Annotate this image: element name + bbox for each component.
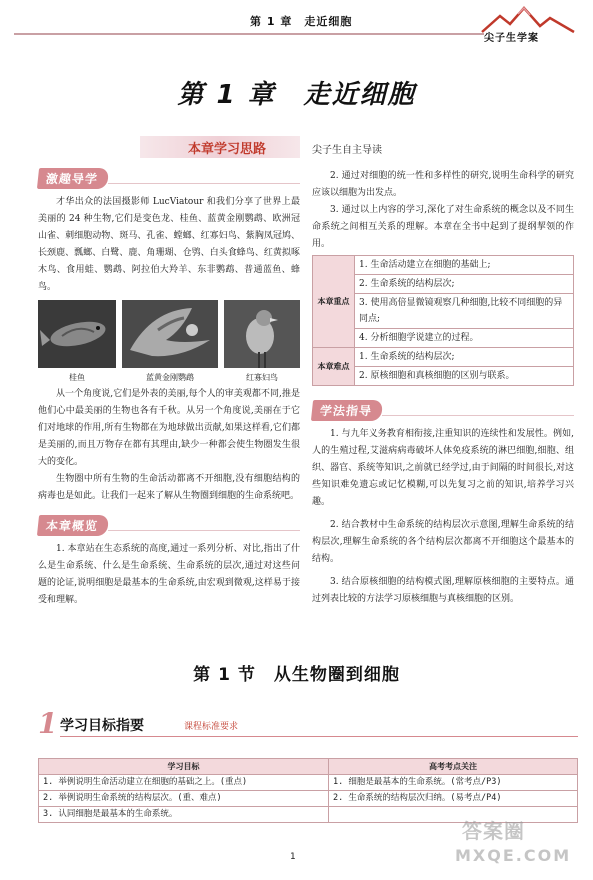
photo-caption-2: 蓝黄金刚鹦鹉 — [146, 373, 194, 382]
overview-tag: 本章概览 — [37, 515, 109, 536]
left-column — [38, 168, 300, 609]
right-column — [312, 168, 574, 608]
method-section — [312, 400, 574, 608]
key-point-4: 4. 分析细胞学说建立的过程。 — [355, 329, 574, 348]
key-points-label: 本章重点 — [313, 256, 355, 348]
goals-header-right: 高考考点关注 — [329, 759, 578, 775]
photo-caption-3: 红寡妇鸟 — [246, 373, 278, 382]
difficulty-2: 2. 原核细胞和真核细胞的区别与联系。 — [355, 367, 574, 386]
intro-paragraph-3: 生物圈中所有生物的生命活动都离不开细胞,没有细胞结构的病毒也是如此。让我们一起来了解从生物圈到细胞的生命系统吧。 — [38, 474, 300, 501]
roadmap-subtitle: 尖子生自主导读 — [312, 145, 382, 156]
method-tag: 学法指导 — [311, 400, 383, 421]
watermark-url: MXQE.COM — [455, 846, 572, 865]
macaw-photo — [122, 300, 218, 368]
goal-cell: 2. 举例说明生命系统的结构层次。(重、难点) — [39, 791, 329, 807]
exam-point-cell — [329, 807, 578, 823]
method-paragraph-2: 2. 结合教材中生命系统的结构层次示意图,理解生命系统的结构层次,理解生命系统的各个结构层次都离不开细胞这个最基本的结构。 — [312, 520, 574, 564]
page-number: 1 — [290, 852, 296, 862]
photo-strip — [38, 300, 300, 386]
photo-caption-1: 桂鱼 — [69, 373, 85, 382]
method-divider — [382, 415, 574, 416]
goal-cell: 1. 举例说明生命活动建立在细胞的基础之上。(重点) — [39, 775, 329, 791]
difficulties-label: 本章难点 — [313, 348, 355, 386]
goals-title: 学习目标指要 — [60, 718, 144, 734]
key-point-2: 2. 生命系统的结构层次; — [355, 275, 574, 294]
overview-paragraph-2: 2. 通过对细胞的统一性和多样性的研究,说明生命科学的研究应该以细胞为出发点。 — [312, 171, 574, 198]
overview-divider — [108, 530, 300, 531]
overview-section — [38, 515, 300, 609]
table-row — [39, 791, 578, 807]
intro-paragraph-1: 才华出众的法国摄影师 LucViatour 和我们分享了世界上最美丽的 24 种生物,它们是变色龙、桂鱼、蓝黄金刚鹦鹉、欧洲冠山雀、刺细胞动物、斑马、孔雀、螳螂、红寡妇鸟、紫胸凤冠鸠、长颈鹿、瓢螂、白鹭、鹿、角珊瑚、仓鸮、白头食蜂鸟、红黄拟啄木鸟、食用蛙、鹦鹉、阿拉伯大羚羊、东非鹦鹉、普通蓝鱼、蜂鸟。 — [38, 197, 300, 292]
intro-section — [38, 168, 300, 505]
method-paragraph-1: 1. 与九年义务教育相衔接,注重知识的连续性和发展性。例如,人的生殖过程,艾滋病病毒破坏人体免疫系统的淋巴细胞,细胞、组织、器官、系统等知识,之前就已经学过,由于间隔的时间很长,对这些知识难免遗忘或记忆模糊,可以先复习之前的知识,培养学习兴趣。 — [312, 429, 574, 507]
roadmap-banner — [140, 136, 470, 158]
overview-paragraph-3: 3. 通过以上内容的学习,深化了对生命系统的概念以及不同生命系统之间相互关系的理解。本章在全书中起到了提纲挈领的作用。 — [312, 205, 574, 249]
section-title: 第 1 节 从生物圈到细胞 — [193, 665, 400, 685]
key-point-1: 1. 生命活动建立在细胞的基础上; — [355, 256, 574, 275]
red-bishop-photo — [224, 300, 300, 368]
roadmap-title: 本章学习思路 — [188, 142, 267, 157]
intro-divider — [108, 183, 300, 184]
mandarin-fish-photo — [38, 300, 116, 368]
page-header — [0, 0, 593, 50]
goals-table — [38, 758, 578, 823]
intro-tag: 激趣导学 — [37, 168, 109, 189]
chapter-title: 第 1 章 走近细胞 — [177, 80, 416, 110]
key-point-3: 3. 使用高倍显微镜观察几种细胞,比较不同细胞的异同点; — [355, 294, 574, 329]
goals-subtitle: 课程标准要求 — [184, 722, 239, 732]
brand-name: 尖子生学案 — [484, 33, 539, 44]
running-title: 第 1 章 走近细胞 — [250, 15, 353, 28]
intro-paragraph-2: 从一个角度说,它们是外表的美丽,每个人的审美观都不同,推是他们心中最美丽的生物也各有千秋。从另一个角度说,美丽在于它们对地球的作用,所有生物都在为地球做出贡献,如果这样看,它们都是美丽的,而且万物存在都有其理由,缺少一种都会使生物圈发生很大的变化。 — [38, 389, 300, 467]
goal-cell: 3. 认同细胞是最基本的生命系统。 — [39, 807, 329, 823]
goals-number: 1 — [38, 707, 58, 740]
goals-heading — [38, 707, 578, 740]
goals-rule — [60, 736, 578, 737]
exam-point-cell: 1. 细胞是最基本的生命系统。(常考点/P3) — [329, 775, 578, 791]
difficulty-1: 1. 生命系统的结构层次; — [355, 348, 574, 367]
method-paragraph-3: 3. 结合原核细胞的结构模式图,理解原核细胞的主要特点。通过列表比较的方法学习原核细胞与真核细胞的区别。 — [312, 577, 574, 604]
goals-header-left: 学习目标 — [39, 759, 329, 775]
table-row — [39, 775, 578, 791]
overview-paragraph-1: 1. 本章站在生态系统的高度,通过一系列分析、对比,指出了什么是生命系统、什么是生命系统、生命系统的层次,通过对这些问题的论证,说明细胞是最基本的生命系统,由宏观到微观,这样易于接受和理解。 — [38, 544, 300, 605]
key-points-table — [312, 255, 574, 386]
exam-point-cell: 2. 生命系统的结构层次归纳。(易考点/P4) — [329, 791, 578, 807]
header-rule — [14, 33, 484, 35]
watermark-text: 答案圈 — [462, 819, 525, 843]
